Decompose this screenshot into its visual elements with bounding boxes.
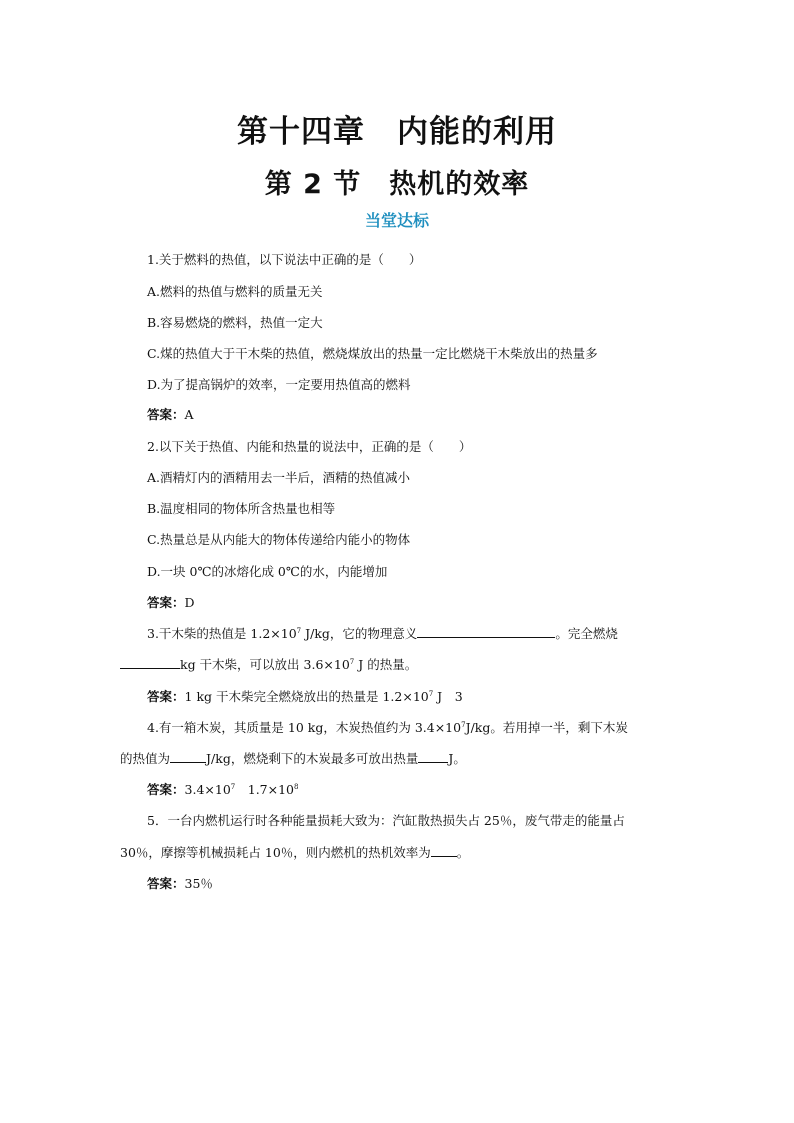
answer-value: 35％ <box>184 876 213 891</box>
q2-option-c: C.热量总是从内能大的物体传递给内能小的物体 <box>147 532 411 547</box>
answer-value: J 3 <box>433 689 463 704</box>
exponent: 8 <box>294 783 299 791</box>
q2-option-d: D.一块 0℃的冰熔化成 0℃的水，内能增加 <box>147 564 388 579</box>
q5-line2 <box>120 843 469 861</box>
q4-text: 的热值为 <box>120 751 171 766</box>
answer-value: 3.4×10 <box>184 782 231 797</box>
exponent: 7 <box>349 658 355 666</box>
answer-label: 答案： <box>147 689 185 704</box>
answer-label: 答案： <box>147 595 185 610</box>
section-title: 第 2 节 热机的效率 <box>264 169 530 200</box>
q5-text: 30％，摩擦等机械损耗占 10％，则内燃机的热机效率为 <box>120 845 431 860</box>
answer-value: 1 kg 干木柴完全燃烧放出的热量是 1.2×10 <box>184 689 429 704</box>
exponent: 7 <box>296 627 302 635</box>
q4-text: J。 <box>448 751 466 766</box>
exponent: 7 <box>230 783 236 791</box>
q3-line1 <box>147 624 618 642</box>
fill-blank <box>170 750 206 763</box>
q4-text: J/kg，燃烧剩下的木炭最多可放出热量 <box>206 751 419 766</box>
q3-text: 。完全燃烧 <box>555 626 618 641</box>
q5-text: 。 <box>456 845 470 860</box>
answer-label: 答案： <box>147 876 185 891</box>
q3-text: J 的热量。 <box>354 657 418 672</box>
q3-text: kg 干木柴，可以放出 3.6×10 <box>180 657 350 672</box>
q5-answer <box>147 874 213 892</box>
q2-stem: 2.以下关于热值、内能和热量的说法中，正确的是（ ） <box>147 439 472 454</box>
q4-text: J/kg。若用掉一半，剩下木炭 <box>465 720 628 735</box>
q1-option-c: C.煤的热值大于干木柴的热值，燃烧煤放出的热量一定比燃烧干木柴放出的热量多 <box>147 346 598 361</box>
q5-line1: 5．一台内燃机运行时各种能量损耗大致为：汽缸散热损失占 25％，废气带走的能量占 <box>147 813 625 828</box>
fill-blank <box>418 750 448 763</box>
q1-stem: 1.关于燃料的热值，以下说法中正确的是（ ） <box>147 252 422 267</box>
fill-blank <box>417 625 555 638</box>
exponent: 7 <box>461 721 466 729</box>
q4-line2 <box>120 749 466 767</box>
q4-line1 <box>147 718 628 736</box>
q1-option-a: A.燃料的热值与燃料的质量无关 <box>147 284 323 299</box>
answer-label: 答案： <box>147 407 185 422</box>
q1-option-b: B.容易燃烧的燃料，热值一定大 <box>147 315 323 330</box>
q1-answer <box>147 405 194 423</box>
q3-text: 3.干木柴的热值是 1.2×10 <box>147 626 297 641</box>
chapter-title: 第十四章 内能的利用 <box>237 114 557 150</box>
q4-answer <box>147 780 298 798</box>
answer-value: D <box>184 595 195 610</box>
q1-option-d: D.为了提高锅炉的效率，一定要用热值高的燃料 <box>147 377 411 392</box>
q3-text: J/kg，它的物理意义 <box>301 626 418 641</box>
q2-option-b: B.温度相同的物体所含热量也相等 <box>147 501 336 516</box>
fill-blank <box>120 656 180 669</box>
answer-label: 答案： <box>147 782 185 797</box>
exponent: 7 <box>428 690 434 698</box>
q4-text: 4.有一箱木炭，其质量是 10 kg，木炭热值约为 3.4×10 <box>147 720 462 735</box>
subsection-heading: 当堂达标 <box>364 211 429 230</box>
answer-value: 1.7×10 <box>235 782 295 797</box>
q2-option-a: A.酒精灯内的酒精用去一半后，酒精的热值减小 <box>147 470 411 485</box>
answer-value: A <box>184 407 194 422</box>
fill-blank <box>431 844 457 857</box>
q2-answer <box>147 593 195 611</box>
q3-line2 <box>120 655 417 673</box>
q3-answer <box>147 687 463 705</box>
